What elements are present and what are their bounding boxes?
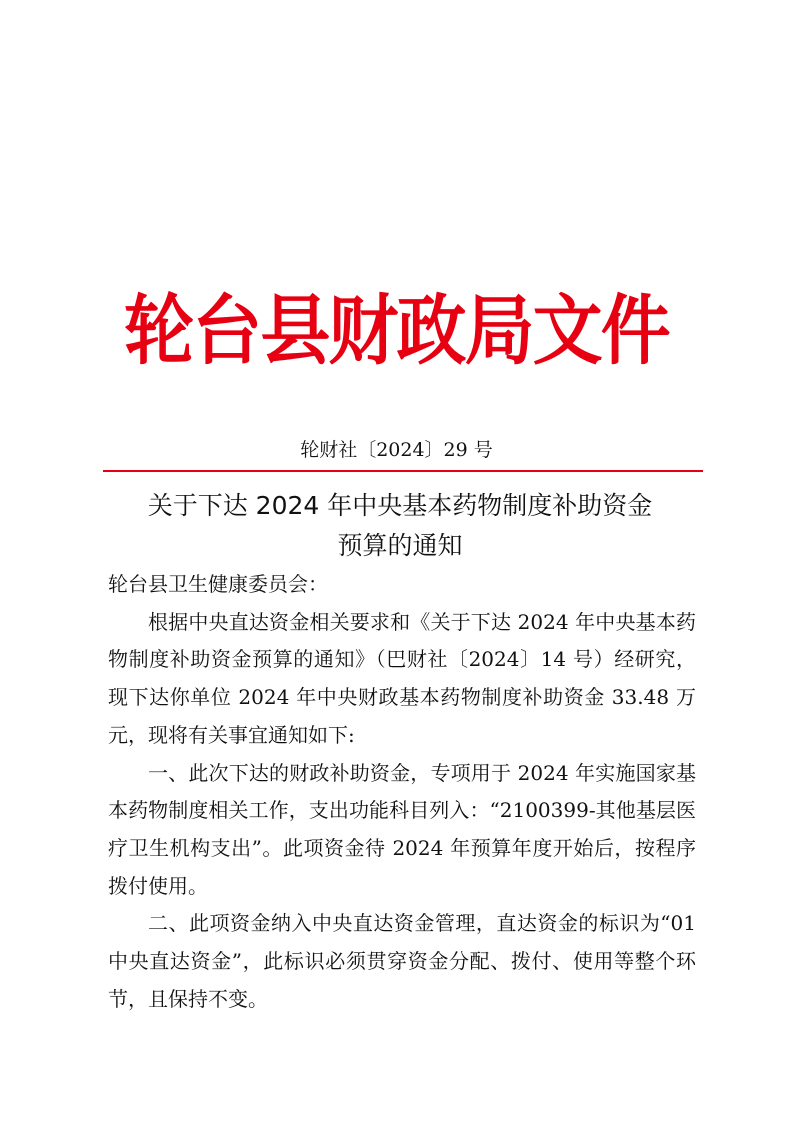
notice-title (100, 486, 700, 566)
document-number: 轮财社〔2024〕29 号 (300, 439, 493, 461)
body-paragraph-2: 一、此次下达的财政补助资金，专项用于 2024 年实施国家基本药物制度相关工作，支出功能科目列入：“2100399-其他基层医疗卫生机构支出”。此项资金待 2024 年预算年度开始后，按程序拨付使用。 (108, 760, 696, 898)
body-paragraph-3: 二、此项资金纳入中央直达资金管理，直达资金的标识为“01 中央直达资金”，此标识必须贯穿资金分配、拨付、使用等整个环节，且保持不变。 (108, 911, 696, 1011)
recipient-line: 轮台县卫生健康委员会： (108, 572, 328, 596)
notice-title-line-2: 预算的通知 (337, 531, 463, 560)
issuer-header-title: 轮台县财政局文件 (124, 286, 669, 375)
notice-body (108, 566, 696, 1018)
body-paragraph-1: 根据中央直达资金相关要求和《关于下达 2024 年中央基本药物制度补助资金预算的通知》（巴财社〔2024〕14 号）经研究，现下达你单位 2024 年中央财政基本药物制度补助资金 33.48 万元，现将有关事宜通知如下: (108, 609, 696, 747)
red-separator-rule (103, 470, 703, 472)
notice-title-line-1: 关于下达 2024 年中央基本药物制度补助资金 (147, 491, 653, 520)
